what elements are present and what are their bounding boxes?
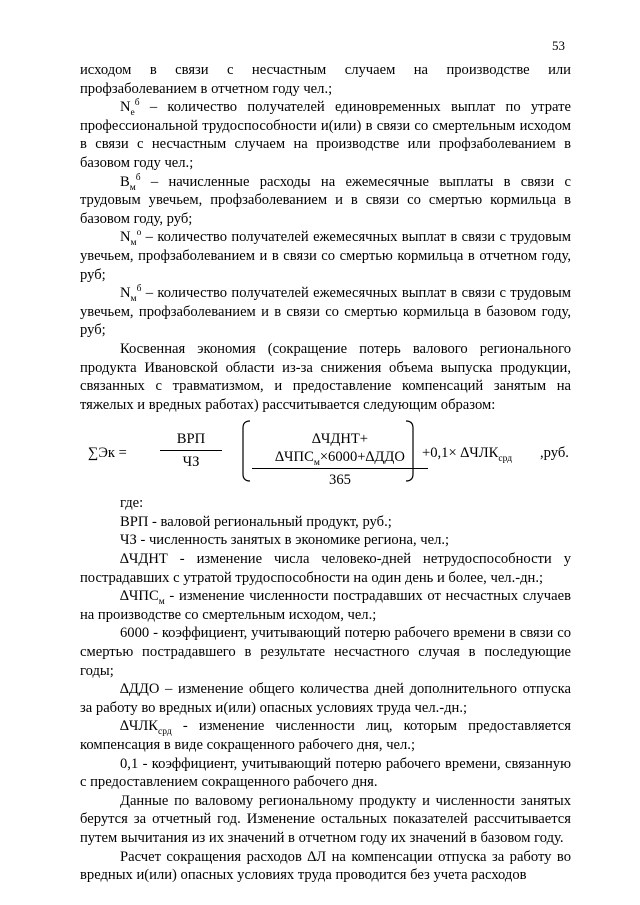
formula (80, 416, 571, 522)
paragraph: $N_е^б$ – количество получателей единовременных выплат по утрате профессиональной трудоспособности и(или) в связи со смертельным исходом в связи с несчастным случаем на производстве или профзаболеванием в базовом году чел.; (80, 98, 571, 171)
formula-unit: ,руб. (540, 445, 569, 462)
paragraph: $N_м^о$ – количество получателей ежемесячных выплат в связи с трудовым увечьем, профзаболеванием и в связи со смертью кормильца в отчетном году, руб; (80, 228, 571, 283)
symbol: ∆ЧПС (120, 588, 159, 605)
paragraph: 6000 - коэффициент, учитывающий потерю рабочего времени в связи со смертью пострадавшего в результате несчастного случая в последующие годы; (80, 625, 571, 679)
page-number: 53 (552, 38, 565, 53)
paragraph: Косвенная экономия (сокращение потерь валового регионального продукта Ивановской области из-за снижения объема выпуска продукции, связанных с травматизмом, и предоставление компенсаций занятым на тяжелых и вредных работах) рассчитывается следующим образом: (80, 340, 571, 413)
symbol: В (120, 173, 130, 190)
fraction-bar (252, 468, 428, 469)
left-bracket-icon (240, 420, 252, 482)
paragraph: ЧЗ - численность занятых в экономике региона, чел.; (120, 532, 450, 549)
paragraph: ∆ДДО – изменение общего количества дней дополнительного отпуска за работу во вредных и(или) опасных условиях труда чел.-дн.; (80, 681, 571, 716)
paragraph: $В_м^б$ – начисленные расходы на ежемесячные выплаты в связи с трудовым увечьем, профзаболеванием и в связи со смертью кормильца в базовом году, руб; (80, 172, 571, 227)
right-bracket-icon (404, 420, 416, 482)
formula-tail: $+0,1\times \Delta ЧЛК_{срд}$ (422, 445, 513, 465)
paragraph: исходом в связи с несчастным случаем на производстве или профзаболеванием в отчетном году чел.; (80, 62, 571, 97)
symbol: N (120, 285, 131, 302)
paragraph: Данные по валовому региональному продукту и численности занятых берутся за отчетный год. Изменение остальных показателей рассчитывается путем вычитания из их значений в отчетном году их значений в базовом году. (80, 792, 571, 846)
paragraph: $\Delta ЧЛК_{срд}$ - изменение численности лиц, которым предоставляется компенсация в виде сокращенного рабочего дня, чел.; (80, 718, 571, 753)
fraction-bar (160, 450, 222, 451)
paragraph: $N_м^б$ – количество получателей ежемесячных выплат в связи с трудовым увечьем, профзаболеванием и в связи со смертью кормильца в базовом году, руб; (80, 284, 571, 339)
symbol: N (120, 99, 131, 116)
paragraph: 0,1 - коэффициент, учитывающий потерю рабочего времени, связанную с предоставлением сокращенного рабочего дня. (80, 755, 571, 791)
formula-fraction-vrp: ВРП ЧЗ (160, 430, 222, 471)
paragraph: Расчет сокращения расходов ∆Л на компенсации отпуска за работу во вредных и(или) опасных условиях труда проводится без учета расходов (80, 848, 571, 884)
formula-fraction-main: ∆ЧДНТ+ $\Delta ЧПС_м\times 6000+\Delta ДДО$ 365 (252, 430, 428, 489)
formula-lhs: ∑Эк = (88, 445, 127, 462)
paragraph: $\Delta ЧПС_м$ - изменение численности пострадавших от несчастных случаев на производстве со смертельным исходом, чел.; (80, 588, 571, 623)
symbol: N (120, 229, 131, 246)
paragraph: ВРП - валовой региональный продукт, руб.; (120, 513, 392, 530)
paragraph: ∆ЧДНТ - изменение числа человеко-дней нетрудоспособности у пострадавших с утратой трудоспособности на один день и более, чел.-дн.; (80, 551, 571, 586)
document-body (80, 61, 571, 885)
paragraph: где: (120, 495, 144, 512)
symbol: ∆ЧЛК (120, 718, 159, 735)
